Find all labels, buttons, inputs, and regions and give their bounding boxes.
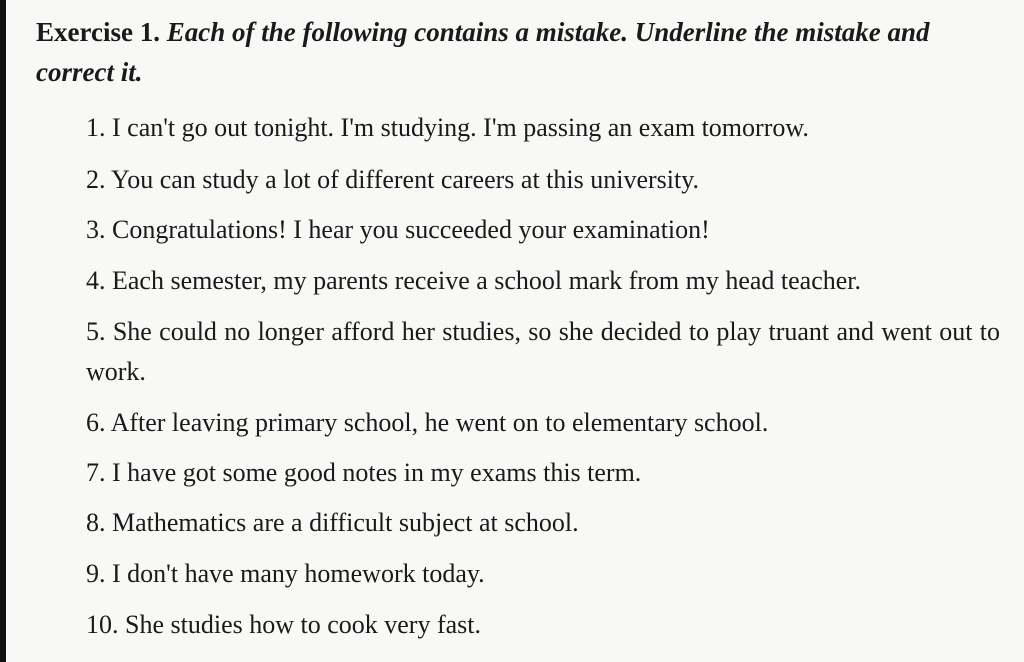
exercise-item xyxy=(86,261,1000,301)
item-number: 5. xyxy=(86,317,106,346)
exercise-item xyxy=(86,605,1000,645)
item-text: Mathematics are a difficult subject at school. xyxy=(112,508,579,537)
exercise-item xyxy=(86,160,1000,200)
exercise-item xyxy=(86,403,1000,443)
exercise-item xyxy=(86,503,1000,543)
item-text: You can study a lot of different careers at this university. xyxy=(111,165,700,194)
item-text: I don't have many homework today. xyxy=(112,559,485,588)
item-text: She studies how to cook very fast. xyxy=(125,610,482,639)
item-number: 9. xyxy=(86,559,106,588)
item-text: I have got some good notes in my exams this term. xyxy=(112,458,642,487)
exercise-item xyxy=(86,554,1000,594)
item-number: 1. xyxy=(86,113,106,142)
item-number: 2. xyxy=(86,165,106,194)
exercise-instruction: Each of the following contains a mistake. Underline the mistake and correct it. xyxy=(36,17,930,87)
item-text: She could no longer afford her studies, so she decided to play truant and went out to work. xyxy=(86,317,1000,386)
item-number: 7. xyxy=(86,458,106,487)
page-edge-border xyxy=(0,0,6,662)
exercise-item xyxy=(86,108,1000,148)
exercise-heading xyxy=(36,12,1006,92)
item-number: 10. xyxy=(86,610,119,639)
item-text: After leaving primary school, he went on to elementary school. xyxy=(110,408,769,437)
item-number: 3. xyxy=(86,215,106,244)
exercise-item xyxy=(86,312,1000,392)
item-number: 4. xyxy=(86,266,106,295)
item-text: Each semester, my parents receive a school mark from my head teacher. xyxy=(112,266,862,295)
item-number: 8. xyxy=(86,508,106,537)
item-text: Congratulations! I hear you succeeded your examination! xyxy=(112,215,710,244)
exercise-label: Exercise 1. xyxy=(36,17,160,47)
item-number: 6. xyxy=(86,408,106,437)
exercise-item xyxy=(86,453,1000,493)
exercise-item xyxy=(86,210,1000,250)
item-text: I can't go out tonight. I'm studying. I'm passing an exam tomorrow. xyxy=(112,113,809,142)
